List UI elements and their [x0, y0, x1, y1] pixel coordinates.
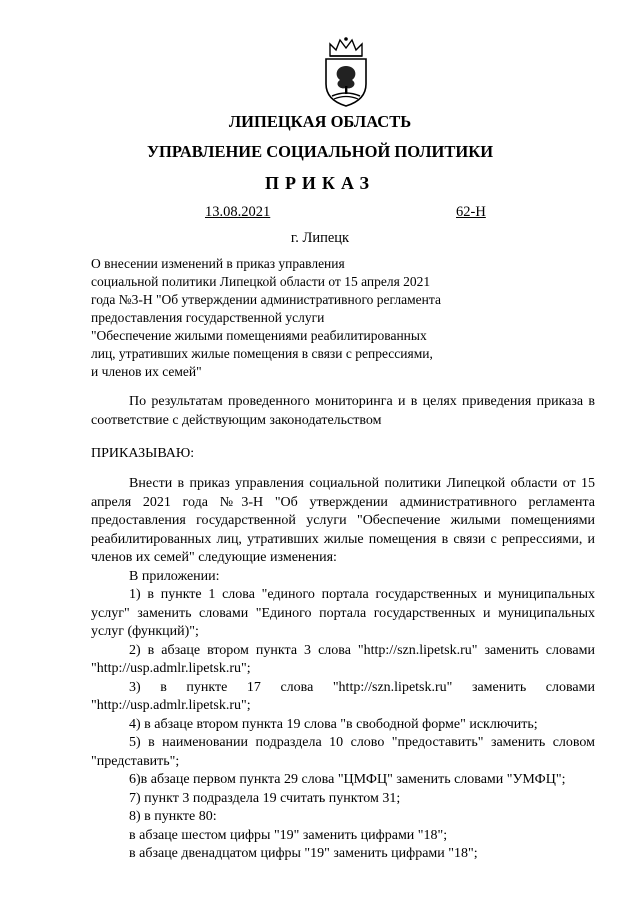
order-directive: ПРИКАЗЫВАЮ:	[91, 446, 195, 461]
body-paragraph: 7) пункт 3 подраздела 19 считать пунктом 31;	[129, 790, 401, 806]
body-paragraph: 2) в абзаце втором пункта 3 слова "http://szn.lipetsk.ru" заменить словами "http://usp.admlr.lipetsk.ru";	[91, 642, 595, 676]
body-paragraph: в абзаце двенадцатом цифры "19" заменить цифрами "18";	[129, 846, 478, 861]
region-title: ЛИПЕЦКАЯ ОБЛАСТЬ	[228, 112, 412, 131]
subject-line: "Обеспечение жилыми помещениями реабилитированных	[91, 328, 427, 343]
order-city: г. Липецк	[290, 230, 350, 246]
department-title: УПРАВЛЕНИЕ СОЦИАЛЬНОЙ ПОЛИТИКИ	[146, 142, 494, 161]
body-paragraph: 1) в пункте 1 слова "единого портала государственных и муниципальных услуг" заменить словами "Единого портала государственных и муниципальных услуг (функций)";	[91, 587, 595, 639]
body-paragraph: 6)в абзаце первом пункта 29 слова "ЦМФЦ" заменить словами "УМФЦ";	[129, 772, 566, 787]
intro-paragraph: По результатам проведенного мониторинга и в целях приведения приказа в соответствие с действующим законодательством	[91, 394, 595, 428]
body-paragraph: В приложении:	[129, 568, 220, 584]
body-paragraph: 8) в пункте 80:	[129, 809, 217, 824]
body-paragraph: 3) в пункте 17 слова "http://szn.lipetsk.ru" заменить словами "http://usp.admlr.lipetsk.ru";	[91, 679, 595, 713]
order-date: 13.08.2021	[205, 204, 271, 220]
coat-of-arms-emblem	[318, 36, 374, 108]
document-type-title: ПРИКАЗ	[264, 173, 376, 193]
body-paragraph: в абзаце шестом цифры "19" заменить цифрами "18";	[129, 827, 448, 843]
subject-line: социальной политики Липецкой области от 15 апреля 2021	[91, 274, 431, 289]
subject-line: предоставления государственной услуги	[91, 310, 325, 325]
body-paragraph: Внести в приказ управления социальной политики Липецкой области от 15 апреля 2021 года №3-Н "Об утверждении административного регламента предоставления государственной услуги "Обеспечение жилыми помещениями реабилитированных лиц, утративших жилые помещения в связи с репрессиями, и членов их семей" следующие изменения:	[91, 476, 595, 565]
order-body	[91, 475, 595, 864]
subject-line: лиц, утративших жилые помещения в связи с репрессиями,	[91, 346, 433, 361]
order-number: 62-Н	[456, 204, 486, 220]
body-paragraph: 4) в абзаце втором пункта 19 слова "в свободной форме" исключить;	[129, 716, 538, 732]
subject-line: О внесении изменений в приказ управления	[91, 256, 345, 271]
subject-line: и членов их семей"	[91, 364, 202, 379]
order-subject	[91, 255, 511, 381]
subject-line: года №3-Н "Об утверждении административного регламента	[91, 292, 441, 307]
body-paragraph: 5) в наименовании подраздела 10 слово "предоставить" заменить словом "представить";	[91, 735, 595, 769]
